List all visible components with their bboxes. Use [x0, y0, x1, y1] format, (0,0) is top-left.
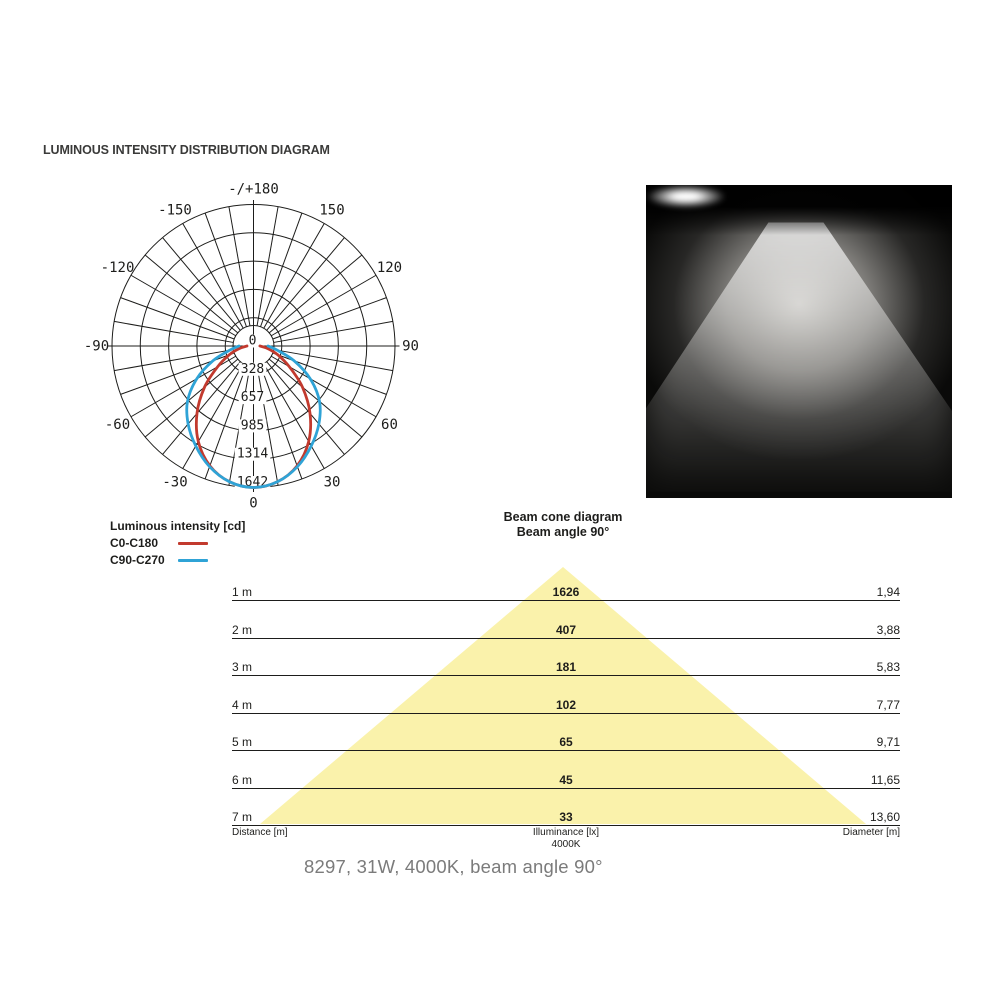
diameter-value: 11,65 [870, 772, 900, 787]
legend [110, 518, 245, 569]
illuminance-value: 45 [559, 772, 573, 787]
diameter-value: 9,71 [876, 735, 900, 749]
beam-cone-title: Beam cone diagram [503, 510, 623, 524]
beam-angle-subtitle: Beam angle 90° [516, 525, 610, 539]
polar-angle-label: -120 [100, 260, 135, 276]
product-caption: 8297, 31W, 4000K, beam angle 90° [304, 856, 603, 877]
distance-label: 5 m [232, 735, 253, 749]
polar-angle-label: -/+180 [228, 181, 279, 198]
distance-label: 7 m [232, 810, 253, 824]
distance-axis-label: Distance [m] [232, 827, 288, 838]
polar-angle-label: 30 [323, 474, 341, 491]
diameter-value: 5,83 [876, 660, 900, 674]
illuminance-value: 1626 [552, 585, 580, 599]
page-title: LUMINOUS INTENSITY DISTRIBUTION DIAGRAM [43, 143, 330, 157]
polar-ring-label: 1314 [236, 446, 269, 462]
beam-row [232, 808, 900, 826]
diameter-value: 3,88 [876, 622, 900, 637]
illuminance-axis-label: Illuminance [lx] [532, 827, 600, 838]
polar-angle-label: 150 [319, 202, 345, 219]
diameter-value: 1,94 [876, 585, 900, 599]
polar-ring-label: 657 [240, 390, 265, 406]
polar-ring-label: 328 [240, 361, 265, 377]
beam-row [232, 621, 900, 639]
illuminance-value: 181 [555, 660, 577, 674]
illuminance-value: 102 [555, 697, 577, 712]
beam-row [232, 733, 900, 751]
illuminance-value: 65 [559, 735, 573, 749]
diameter-value: 13,60 [869, 810, 900, 824]
polar-ring-label: 1642 [236, 475, 269, 490]
diameter-value: 7,77 [876, 697, 900, 712]
legend-row-c0-c180 [110, 535, 245, 552]
distance-label: 6 m [232, 772, 253, 787]
beam-photo-hotspot [646, 185, 726, 208]
polar-angle-label: 0 [249, 495, 258, 512]
legend-label-c90-c270: C90-C270 [110, 553, 165, 567]
c90-c270-line-swatch [178, 559, 208, 563]
polar-angle-label: -150 [158, 202, 192, 219]
polar-angle-label: 120 [376, 260, 403, 276]
diameter-axis-label: Diameter [m] [842, 827, 900, 838]
polar-angle-label: 90 [402, 338, 419, 355]
illuminance-value: 33 [559, 810, 573, 824]
beam-photo [646, 185, 952, 498]
beam-row [232, 658, 900, 676]
polar-angle-label: -60 [104, 417, 131, 433]
beam-row [232, 771, 900, 789]
polar-angle-label: -90 [83, 338, 110, 355]
polar-angle-label: -30 [162, 474, 188, 491]
polar-ring-label: 985 [240, 418, 265, 434]
distance-label: 1 m [232, 585, 253, 599]
illuminance-cct-label: 4000K [551, 839, 581, 850]
c0-c180-line-swatch [178, 542, 208, 546]
beam-row [232, 696, 900, 714]
legend-row-c90-c270 [110, 552, 245, 569]
distance-label: 4 m [232, 697, 253, 712]
illuminance-value: 407 [555, 622, 577, 637]
beam-cone-header [413, 510, 713, 540]
polar-ring-label: 0 [248, 333, 257, 349]
polar-angle-label: 60 [381, 417, 398, 433]
legend-label-c0-c180: C0-C180 [110, 536, 159, 550]
polar-diagram-svg [70, 178, 440, 518]
beam-photo-top-shadow [646, 185, 952, 498]
distance-label: 2 m [232, 622, 253, 637]
distance-label: 3 m [232, 660, 253, 674]
polar-diagram [70, 178, 440, 518]
beam-row [232, 583, 900, 601]
beam-cone-chart [232, 560, 900, 860]
legend-title: Luminous intensity [cd] [110, 519, 246, 533]
